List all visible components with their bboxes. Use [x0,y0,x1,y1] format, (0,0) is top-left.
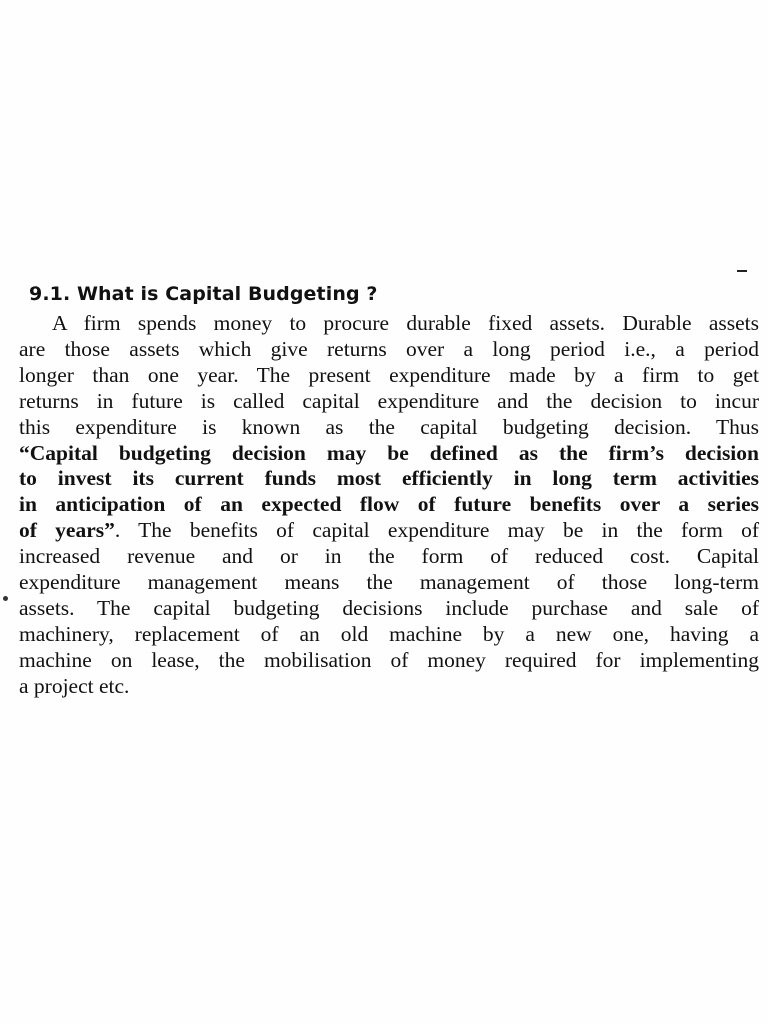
body-line-14: machine on lease, the mobilisation of money required for implementing [19,647,759,672]
body-line-4: returns in future is called capital expenditure and the decision to incur [19,388,759,413]
corner-mark [737,270,747,272]
body-line-11: expenditure management means the management of those long-term [19,570,759,595]
margin-dot [3,596,8,601]
definition-line-2: to invest its current funds most efficiently in long term activities [19,466,759,491]
body-line-12: assets. The capital budgeting decisions include purchase and sale of [19,595,759,620]
definition-end: of years” [19,518,115,543]
section-heading: 9.1. What is Capital Budgeting ? [29,283,378,305]
body-line-15: a project etc. [19,673,130,698]
body-line-9-rest: . The benefits of capital expenditure may be in the form of [114,518,759,543]
body-line-2: are those assets which give returns over a long period i.e., a period [19,336,759,361]
body-line-10: increased revenue and or in the form of reduced cost. Capital [19,544,759,569]
definition-line-3: in anticipation of an expected flow of future benefits over a series [19,492,759,517]
definition-line-1: “Capital budgeting decision may be defined as the firm’s decision [19,440,759,465]
body-line-1: A firm spends money to procure durable fixed assets. Durable assets [52,311,759,335]
body-line-13: machinery, replacement of an old machine by a new one, having a [19,621,759,646]
body-line-3: longer than one year. The present expenditure made by a firm to get [19,362,759,387]
body-line-9 [19,518,759,544]
section-body [19,311,759,700]
body-line-5: this expenditure is known as the capital budgeting decision. Thus [19,414,759,439]
